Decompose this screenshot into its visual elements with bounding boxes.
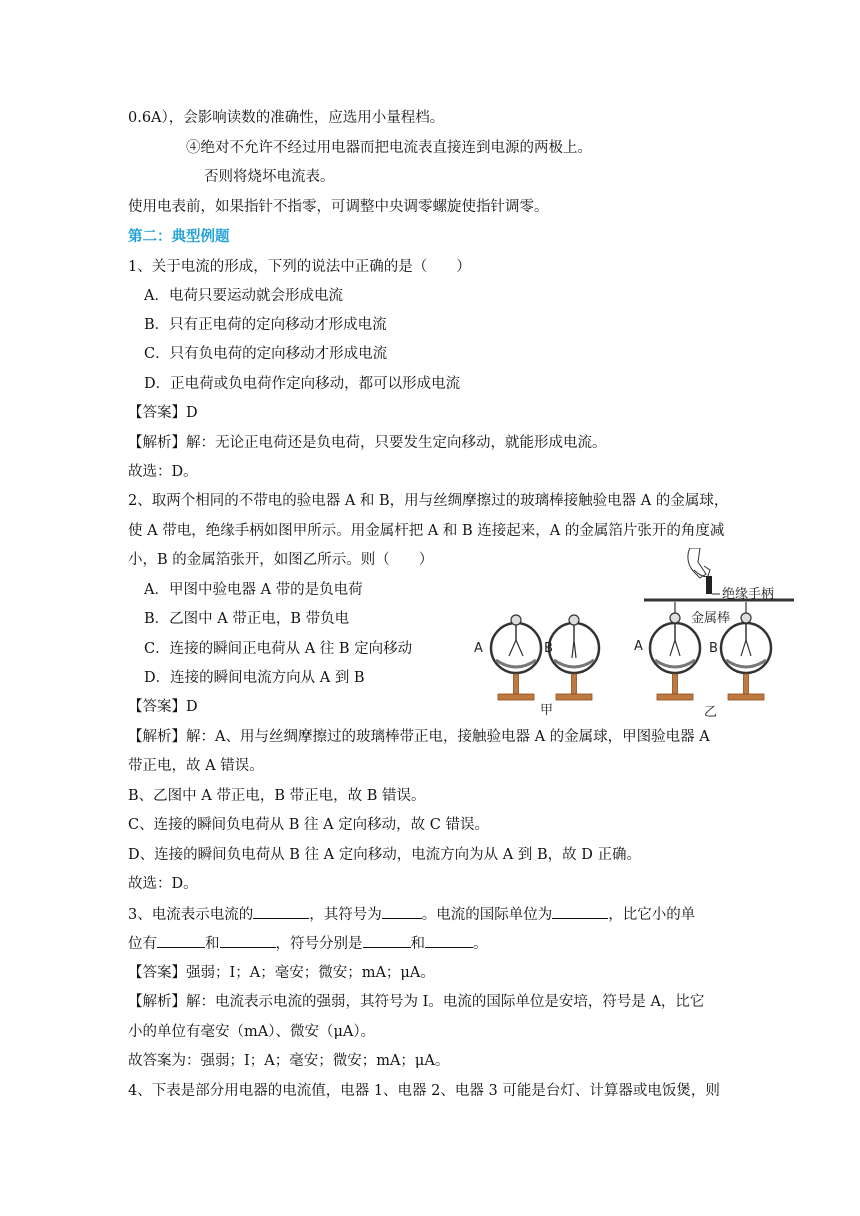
question-stem [128, 904, 695, 925]
option-d: D．连接的瞬间电流方向从 A 到 B [144, 670, 365, 686]
conclusion: 故答案为：强弱；I；A；毫安；微安；mA；μA。 [128, 1053, 450, 1069]
option-c: C．连接的瞬间正电荷从 A 往 B 定向移动 [144, 641, 413, 657]
answer: 【答案】D [128, 699, 198, 715]
analysis: D、连接的瞬间负电荷从 B 往 A 定向移动，电流方向为从 A 到 B，故 D 正确。 [128, 847, 641, 863]
option-b: B．乙图中 A 带正电，B 带负电 [144, 611, 350, 627]
question-stem: 4、下表是部分用电器的电流值，电器 1、电器 2、电器 3 可能是台灯、计算器或电饭煲，则 [128, 1083, 720, 1099]
conclusion: 故选：D。 [128, 876, 198, 892]
caption-left: 甲 [540, 703, 554, 718]
label-a-right: A [634, 639, 643, 654]
fill-blank [363, 933, 411, 948]
stem-part: 。 [473, 936, 488, 952]
stem-part: ，符号分别是 [275, 936, 363, 952]
stem-part: 和 [205, 936, 220, 952]
analysis: 带正电，故 A 错误。 [128, 758, 264, 774]
fill-blank [425, 933, 473, 948]
fill-blank [552, 904, 608, 919]
text-line: 使用电表前，如果指针不指零，可调整中央调零螺旋使指针调零。 [128, 199, 549, 215]
electroscope-figure [468, 548, 794, 722]
caption-right: 乙 [704, 705, 718, 720]
fill-blank [382, 904, 422, 919]
hand-with-handle [688, 548, 712, 594]
analysis: B、乙图中 A 带正电，B 带正电，故 B 错误。 [128, 788, 426, 804]
option-b: B．只有正电荷的定向移动才形成电流 [144, 317, 387, 333]
question-stem: 1、关于电流的形成，下列的说法中正确的是（ ） [128, 259, 471, 275]
analysis: 【解析】解：无论正电荷还是负电荷，只要发生定向移动，就能形成电流。 [128, 435, 607, 451]
conclusion: 故选：D。 [128, 464, 198, 480]
fill-blank [220, 933, 276, 948]
analysis: C、连接的瞬间负电荷从 B 往 A 定向移动，故 C 错误。 [128, 817, 489, 833]
fill-blank [157, 933, 205, 948]
stem-part: 3、电流表示电流的 [128, 907, 254, 923]
question-stem: 使 A 带电，绝缘手柄如图甲所示。用金属杆把 A 和 B 连接起来，A 的金属箔片张开的角度减 [128, 523, 725, 539]
label-b-right: B [709, 641, 718, 656]
electroscope-b-left [549, 615, 599, 700]
fill-blank [253, 904, 309, 919]
question-stem [128, 933, 488, 954]
analysis: 【解析】解：电流表示电流的强弱，其符号为 I。电流的国际单位是安培，符号是 A，比它 [128, 994, 705, 1010]
rod-label: 金属棒 [691, 611, 731, 626]
text-line: 否则将烧坏电流表。 [204, 169, 335, 185]
question-stem: 2、取两个相同的不带电的验电器 A 和 B，用与丝绸摩擦过的玻璃棒接触验电器 A 的金属球， [128, 493, 729, 509]
handle-label: 绝缘手柄 [722, 587, 775, 602]
text-line: ④绝对不允许不经过用电器而把电流表直接连到电源的两极上。 [186, 140, 592, 156]
stem-part: 和 [410, 936, 425, 952]
label-b-left: B [544, 641, 553, 656]
option-a: A．电荷只要运动就会形成电流 [144, 288, 343, 304]
text-line: 0.6A），会影响读数的准确性，应选用小量程档。 [128, 110, 445, 126]
question-stem: 小，B 的金属箔张开，如图乙所示。则（ ） [128, 552, 434, 568]
stem-part: ，其符号为 [309, 907, 382, 923]
analysis: 【解析】解：A、用与丝绸摩擦过的玻璃棒带正电，接触验电器 A 的金属球，甲图验电器 A [128, 729, 710, 745]
stem-part: 位有 [128, 936, 157, 952]
option-c: C．只有负电荷的定向移动才形成电流 [144, 346, 388, 362]
electroscope-a-left [491, 615, 541, 700]
stem-part: ，比它小的单 [608, 907, 696, 923]
answer: 【答案】强弱；I；A；毫安；微安；mA；μA。 [128, 965, 435, 981]
label-a-left: A [474, 641, 483, 656]
answer: 【答案】D [128, 405, 198, 421]
stem-part: 。电流的国际单位为 [421, 907, 553, 923]
analysis: 小的单位有毫安（mA）、微安（μA）。 [128, 1024, 376, 1040]
section-title: 第二：典型例题 [128, 229, 230, 245]
option-d: D．正电荷或负电荷作定向移动，都可以形成电流 [144, 376, 461, 392]
option-a: A．甲图中验电器 A 带的是负电荷 [144, 582, 363, 598]
